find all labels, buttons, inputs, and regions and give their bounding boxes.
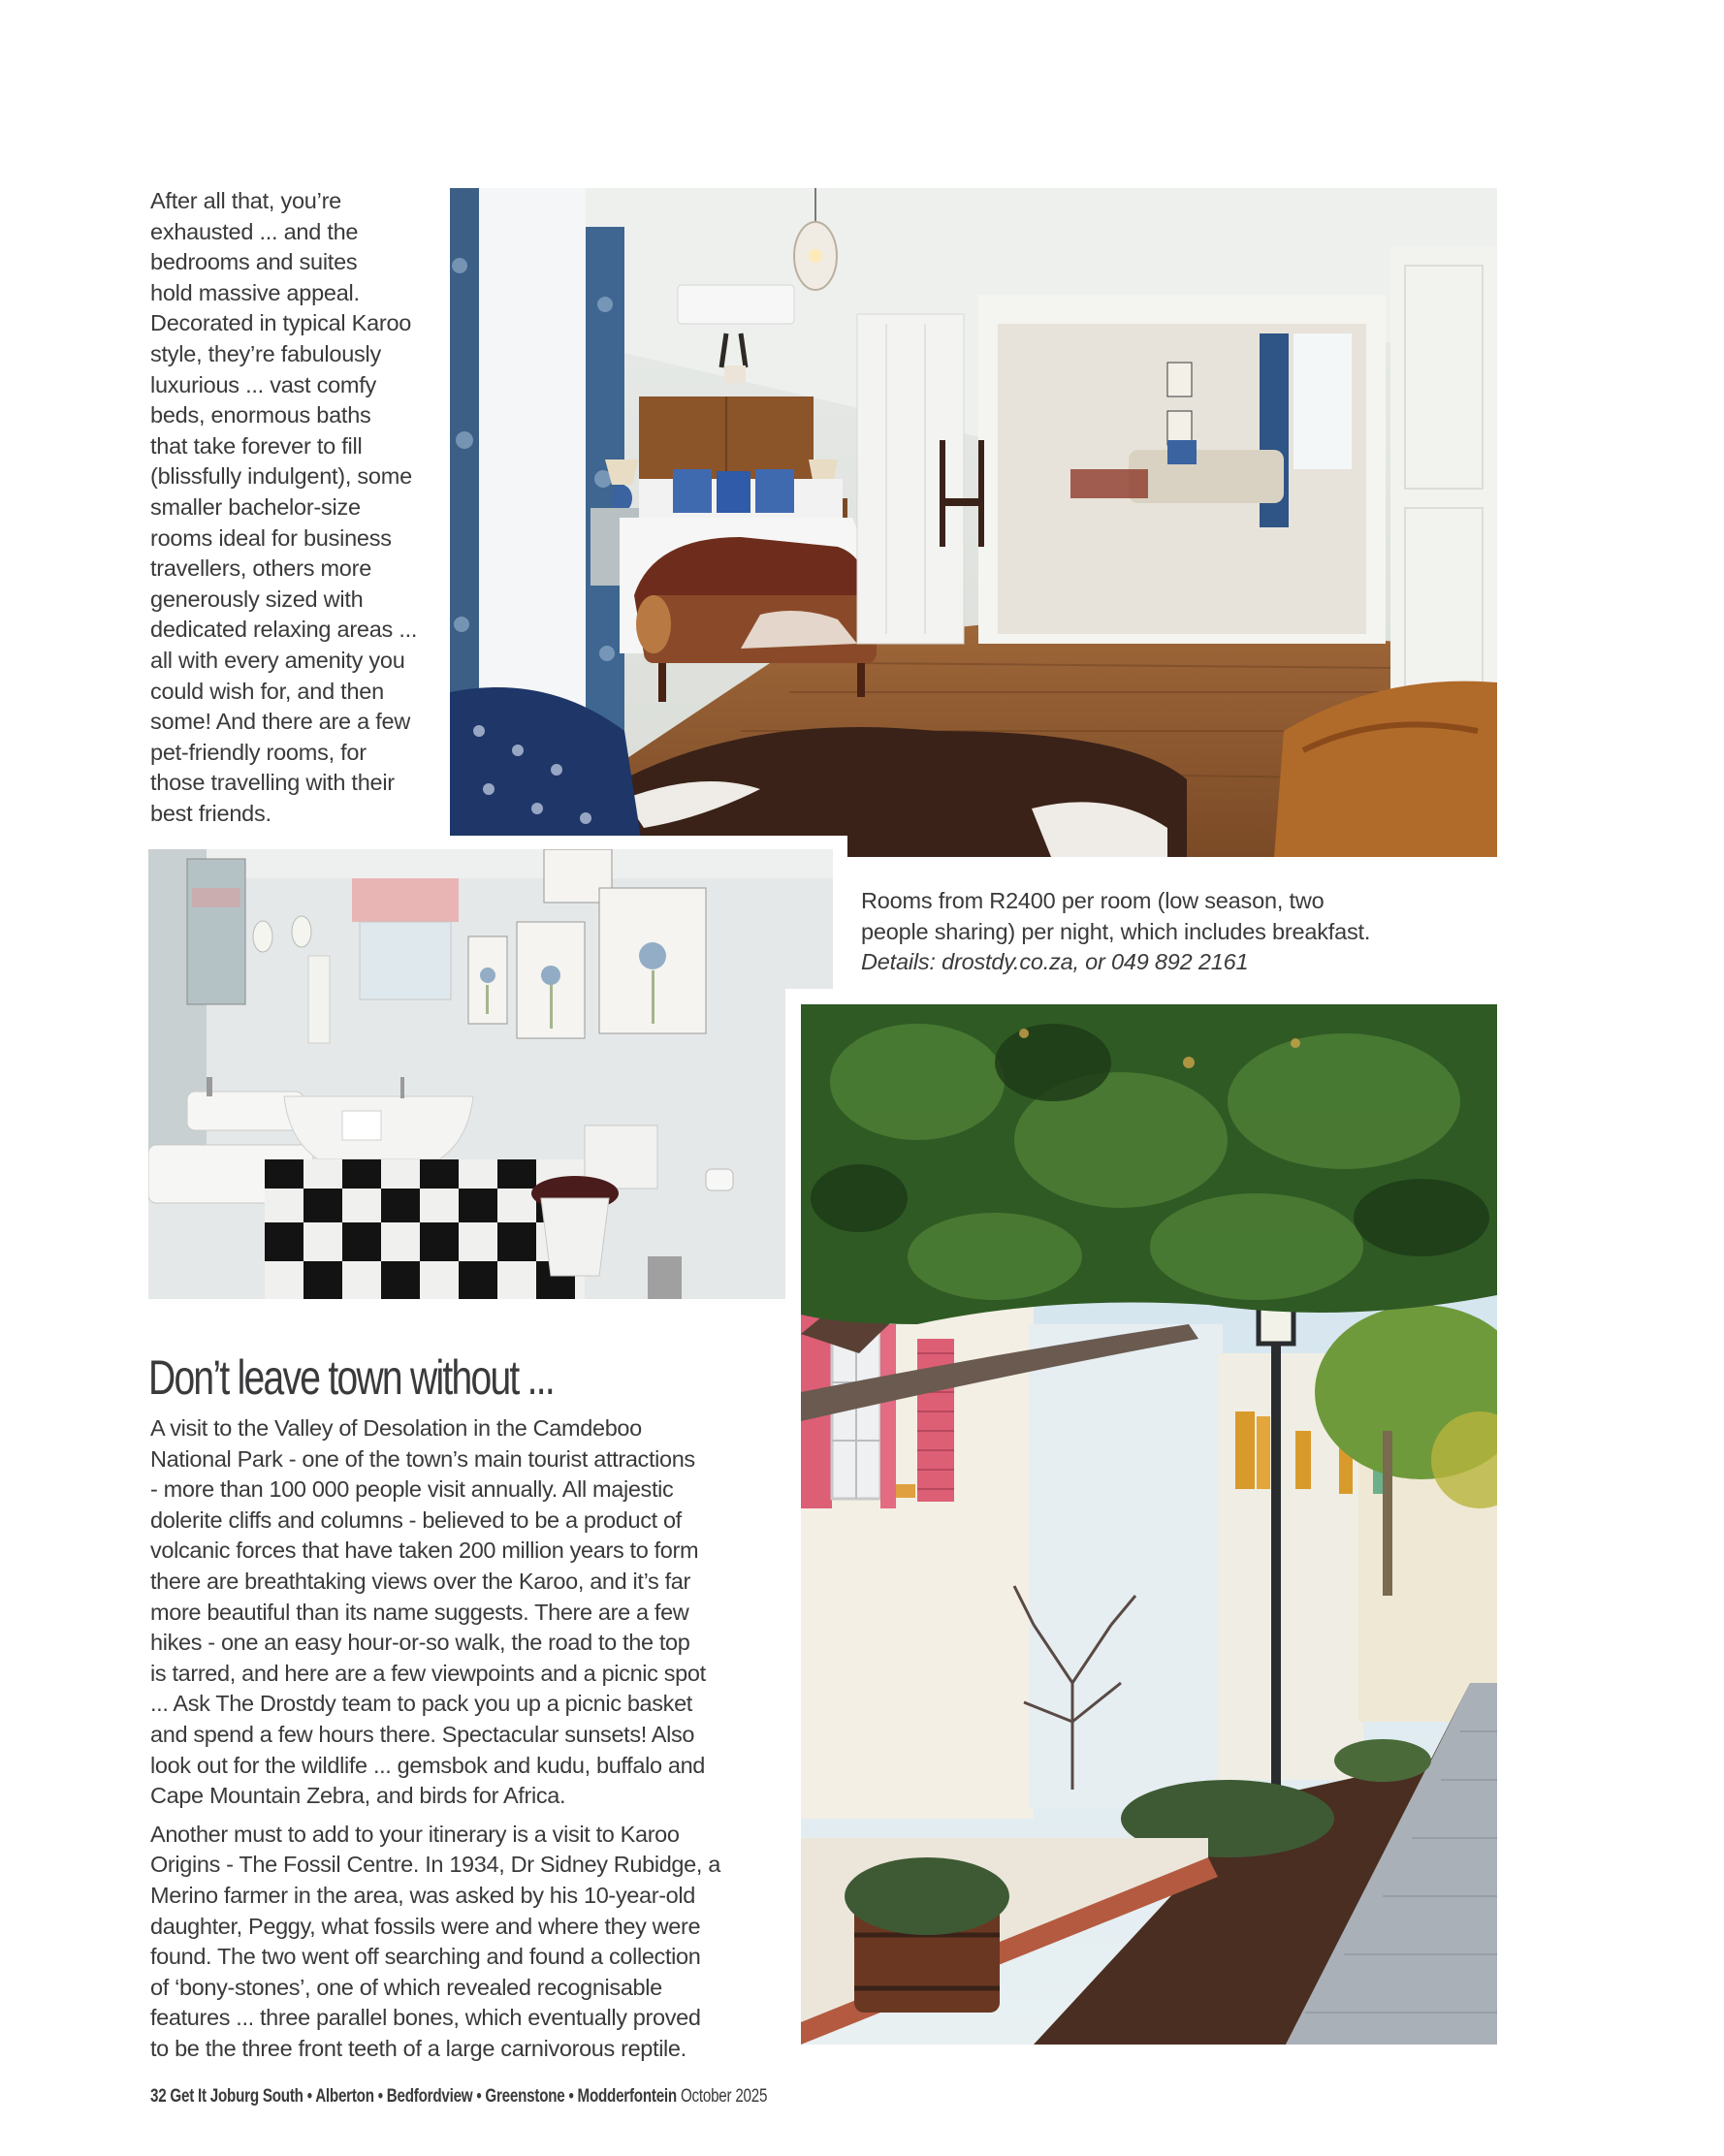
bedroom-illustration: [450, 188, 1497, 857]
body-line: Merino farmer in the area, was asked by his 10-year-old: [150, 1882, 695, 1908]
footer-publication: 32 Get It Joburg South • Alberton • Bedfordview • Greenstone • Modderfontein: [150, 2086, 677, 2107]
intro-line: exhausted ... and the: [150, 218, 359, 244]
body-line: Origins - The Fossil Centre. In 1934, Dr Sidney Rubidge, a: [150, 1852, 720, 1878]
intro-line: best friends.: [150, 800, 271, 826]
body-line: is tarred, and here are a few viewpoints and a picnic spot: [150, 1660, 706, 1686]
body-line: features ... three parallel bones, which eventually proved: [150, 2005, 701, 2031]
intro-line: pet-friendly rooms, for: [150, 739, 367, 765]
body-line: volcanic forces that have taken 200 million years to form: [150, 1538, 699, 1564]
body-line: more beautiful than its name suggests. There are a few: [150, 1599, 689, 1625]
contact-details: Details: drostdy.co.za, or 049 892 2161: [861, 949, 1249, 975]
intro-line: hold massive appeal.: [150, 279, 360, 305]
intro-line: that take forever to fill: [150, 432, 363, 459]
body-line: there are breathtaking views over the Karoo, and it’s far: [150, 1568, 690, 1594]
caption-line: Rooms from R2400 per room (low season, two: [861, 888, 1325, 913]
bathroom-photo: [148, 849, 833, 1299]
body-line: to be the three front teeth of a large carnivorous reptile.: [150, 2035, 686, 2061]
room-rates-caption: [861, 886, 1482, 978]
page-footer: [150, 2086, 767, 2108]
intro-line: style, they’re fabulously: [150, 340, 382, 366]
body-line: found. The two went off searching and found a collection: [150, 1944, 701, 1970]
intro-line: those travelling with their: [150, 770, 395, 796]
intro-line: luxurious ... vast comfy: [150, 371, 376, 397]
body-line: ... Ask The Drostdy team to pack you up a picnic basket: [150, 1691, 692, 1717]
body-line: daughter, Peggy, what fossils were and where they were: [150, 1913, 701, 1939]
section-heading: Don’t leave town without ...: [148, 1350, 555, 1405]
body-line: National Park - one of the town’s main tourist attractions: [150, 1445, 695, 1472]
intro-line: Decorated in typical Karoo: [150, 310, 412, 336]
intro-line: bedrooms and suites: [150, 249, 358, 275]
body-line: and spend a few hours there. Spectacular sunsets! Also: [150, 1721, 695, 1747]
body-line: Another must to add to your itinerary is a visit to Karoo: [150, 1821, 680, 1847]
intro-line: dedicated relaxing areas ...: [150, 617, 418, 643]
intro-line: rooms ideal for business: [150, 524, 392, 551]
street-photo: [801, 1004, 1497, 2045]
intro-line: all with every amenity you: [150, 647, 405, 673]
intro-line: some! And there are a few: [150, 709, 411, 735]
intro-text-column: [150, 186, 453, 829]
intro-line: could wish for, and then: [150, 678, 384, 704]
body-line: look out for the wildlife ... gemsbok and kudu, buffalo and: [150, 1752, 706, 1778]
street-illustration: [801, 1004, 1497, 2045]
body-line: Cape Mountain Zebra, and birds for Africa.: [150, 1783, 566, 1809]
intro-line: generously sized with: [150, 586, 364, 612]
intro-line: smaller bachelor-size: [150, 493, 361, 520]
body-line: A visit to the Valley of Desolation in the Camdeboo: [150, 1415, 642, 1441]
paragraph-valley-of-desolation: [150, 1413, 790, 1812]
paragraph-karoo-origins: [150, 1820, 790, 2065]
body-line: hikes - one an easy hour-or-so walk, the road to the top: [150, 1630, 690, 1656]
bathroom-illustration: [148, 849, 833, 1299]
intro-line: travellers, others more: [150, 555, 372, 582]
caption-line: people sharing) per night, which includes breakfast.: [861, 918, 1371, 944]
intro-line: beds, enormous baths: [150, 402, 371, 428]
intro-line: After all that, you’re: [150, 188, 341, 213]
body-line: of ‘bony-stones’, one of which revealed recognisable: [150, 1974, 662, 2000]
intro-line: (blissfully indulgent), some: [150, 463, 412, 490]
footer-issue-date: October 2025: [680, 2086, 768, 2107]
section-body: [150, 1413, 790, 2064]
body-line: dolerite cliffs and columns - believed to be a product of: [150, 1506, 682, 1533]
bedroom-photo: [450, 188, 1497, 857]
body-line: - more than 100 000 people visit annually. All majestic: [150, 1476, 674, 1503]
